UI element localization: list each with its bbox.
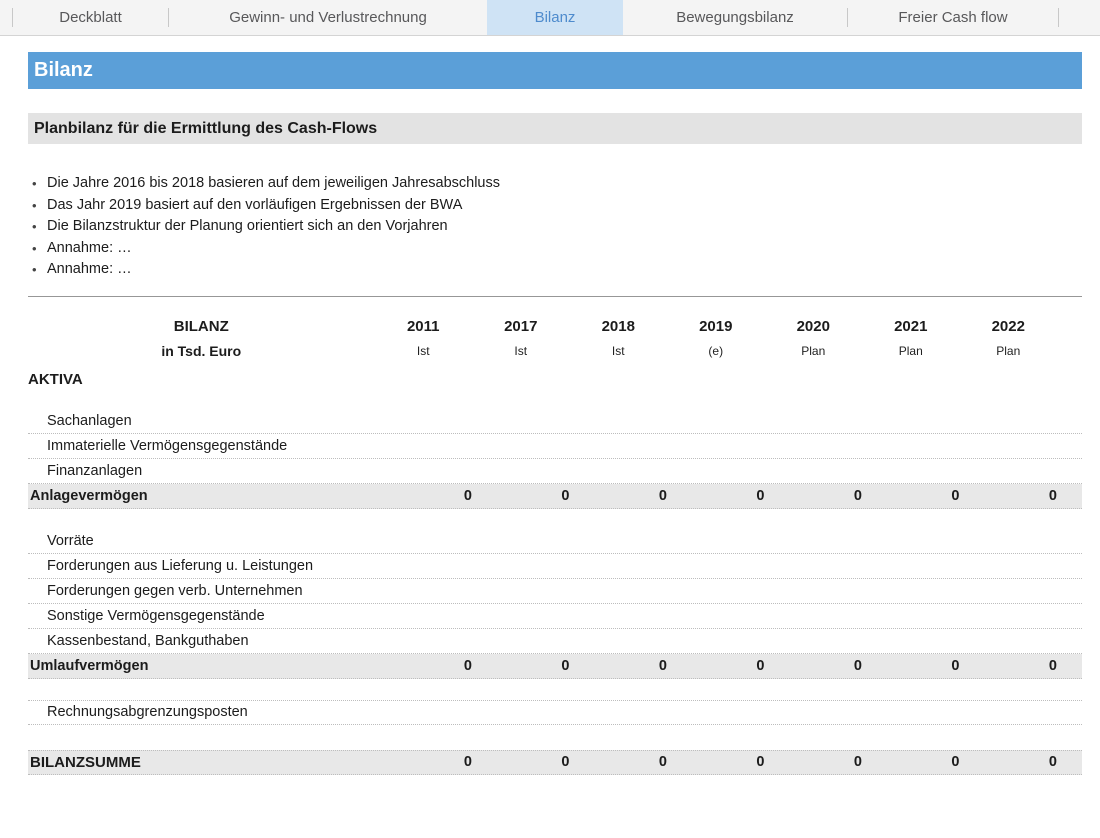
value-cell[interactable]: 2020 [796, 318, 830, 335]
table-section-row [28, 367, 1082, 393]
table-row [28, 409, 1082, 434]
value-cell[interactable]: 0 [853, 487, 862, 504]
note-item: • Die Jahre 2016 bis 2018 basieren auf dem jeweiligen Jahresabschluss [28, 173, 1082, 195]
row-label[interactable]: Sachanlagen [47, 412, 132, 429]
table-row [28, 700, 1082, 725]
value-cell[interactable]: Ist [611, 343, 625, 358]
tab-deckblatt[interactable]: Deckblatt [59, 9, 122, 26]
row-label[interactable]: Kassenbestand, Bankguthaben [47, 632, 249, 649]
table-row [28, 604, 1082, 629]
note-item: • Die Bilanzstruktur der Planung orientiert sich an den Vorjahren [28, 216, 1082, 238]
value-cell[interactable]: Plan [996, 343, 1021, 358]
row-label[interactable]: in Tsd. Euro [161, 342, 242, 359]
value-cell[interactable]: 0 [853, 754, 862, 770]
note-item: • Das Jahr 2019 basiert auf den vorläufigen Ergebnissen der BWA [28, 195, 1082, 217]
page-title: Bilanz [28, 52, 1082, 89]
value-cell[interactable]: 0 [658, 754, 667, 770]
value-cell[interactable]: Plan [898, 343, 923, 358]
value-cell[interactable]: 2018 [601, 318, 635, 335]
tab-gewinn-und-verlustrechnung[interactable]: Gewinn- und Verlustrechnung [229, 9, 427, 26]
value-cell[interactable]: 2017 [504, 318, 538, 335]
note-item: • Annahme: … [28, 238, 1082, 260]
tab-separator [1058, 8, 1059, 27]
note-item: • Annahme: … [28, 259, 1082, 281]
balance-table [28, 315, 1082, 775]
value-cell[interactable]: 0 [1048, 657, 1057, 674]
row-label[interactable]: Immaterielle Vermögensgegenstände [47, 437, 288, 454]
value-cell[interactable]: Ist [514, 343, 528, 358]
value-cell[interactable]: 0 [463, 754, 472, 770]
table-row [28, 554, 1082, 579]
value-cell[interactable]: 2021 [894, 318, 928, 335]
tab-freier-cash-flow[interactable]: Freier Cash flow [898, 9, 1008, 26]
value-cell[interactable]: 2022 [991, 318, 1025, 335]
table-gap [28, 725, 1082, 750]
value-cell[interactable]: 0 [658, 487, 667, 504]
page-content [0, 52, 1100, 775]
value-cell[interactable]: 0 [853, 657, 862, 674]
table-gap [28, 393, 1082, 409]
value-cell[interactable]: 0 [1048, 487, 1057, 504]
value-cell[interactable]: 0 [951, 487, 960, 504]
value-cell[interactable]: 0 [463, 657, 472, 674]
row-label[interactable]: Sonstige Vermögensgegenstände [47, 607, 265, 624]
table-row [28, 484, 1082, 509]
table-row [28, 750, 1082, 775]
tab-bilanz[interactable]: Bilanz [487, 0, 623, 35]
row-label[interactable]: Finanzanlagen [47, 462, 143, 479]
table-row [28, 629, 1082, 654]
value-cell[interactable]: 0 [951, 754, 960, 770]
table-row [28, 459, 1082, 484]
tab-bar [0, 0, 1100, 36]
value-cell[interactable]: (e) [708, 343, 724, 358]
value-cell[interactable]: 2011 [406, 318, 440, 335]
row-label[interactable]: BILANZ [173, 318, 229, 335]
value-cell[interactable]: 0 [756, 657, 765, 674]
value-cell[interactable]: 0 [658, 657, 667, 674]
table-row [28, 434, 1082, 459]
table-row [28, 654, 1082, 679]
value-cell[interactable]: 0 [561, 487, 570, 504]
value-cell[interactable]: 0 [1048, 754, 1057, 770]
row-label[interactable]: Rechnungsabgrenzungsposten [47, 704, 248, 720]
table-gap [28, 509, 1082, 529]
value-cell[interactable]: 0 [561, 657, 570, 674]
table-gap [28, 679, 1082, 700]
row-label[interactable]: BILANZSUMME [30, 753, 141, 771]
value-cell[interactable]: 0 [756, 754, 765, 770]
tab-bewegungsbilanz[interactable]: Bewegungsbilanz [676, 9, 794, 26]
value-cell[interactable]: Ist [416, 343, 430, 358]
table-row [28, 529, 1082, 554]
table-header-row [28, 315, 1082, 339]
row-label[interactable]: Forderungen gegen verb. Unternehmen [47, 582, 303, 599]
value-cell[interactable]: 0 [463, 487, 472, 504]
value-cell[interactable]: 0 [561, 754, 570, 770]
row-label[interactable]: Forderungen aus Lieferung u. Leistungen [47, 557, 314, 574]
row-label[interactable]: Anlagevermögen [30, 487, 148, 504]
value-cell[interactable]: Plan [801, 343, 826, 358]
tab-stub[interactable] [0, 0, 12, 35]
value-cell[interactable]: 2019 [699, 318, 733, 335]
section-title: Planbilanz für die Ermittlung des Cash-Flows [28, 113, 1082, 144]
table-row [28, 579, 1082, 604]
row-label[interactable]: Umlaufvermögen [30, 657, 149, 674]
row-label[interactable]: Vorräte [47, 532, 94, 549]
table-subheader-row [28, 339, 1082, 363]
row-label[interactable]: AKTIVA [28, 371, 83, 388]
value-cell[interactable]: 0 [951, 657, 960, 674]
value-cell[interactable]: 0 [756, 487, 765, 504]
notes-list [28, 173, 1082, 281]
divider-line [28, 296, 1082, 297]
